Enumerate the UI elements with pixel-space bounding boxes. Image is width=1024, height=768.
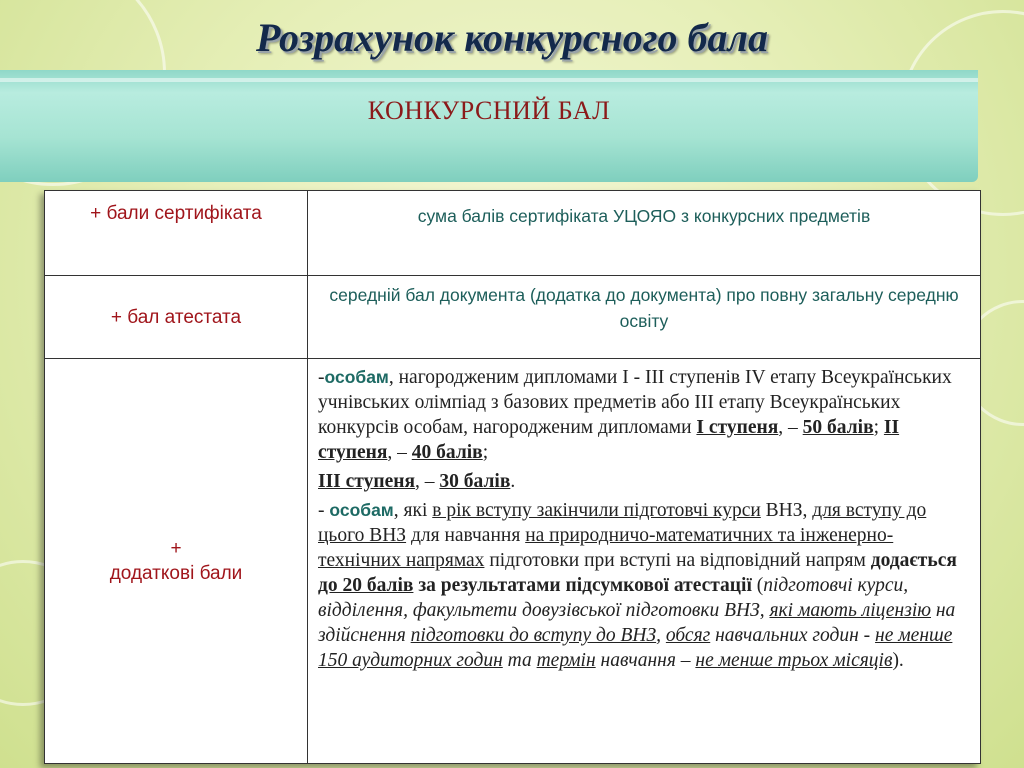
table-row [45,276,981,359]
text: ). [892,650,904,671]
courses-note: підготовчі курси, відділення, факультети довузівської підготовки ВНЗ, [318,575,909,621]
points-20: до 20 балів [318,575,414,596]
licensed: які мають ліцензію [769,600,931,621]
separator: . [510,471,516,492]
text: , які [393,500,433,521]
same-university: для вступу до цього ВНЗ [318,500,927,546]
text: для навчання [406,525,526,546]
separator: ; [482,442,489,463]
olympiad-text: , нагородженим дипломами І - ІІІ ступенів IV етапу Всеукраїнських учнівських олімпіад з базових предметів або ІІІ етапу Всеукраїнських конкурсів особам, нагородженим дипломами [318,367,952,438]
preparation: підготовки до вступу до ВНЗ [410,625,657,646]
min-150-hours: не менше 150 аудиторних годин [318,625,953,671]
row-label-plus: + [170,538,182,559]
text: , [656,625,666,646]
text: ВНЗ, [760,500,813,521]
persons-term: особам [329,500,394,520]
row-desc-additional [308,359,981,764]
courses-paragraph [318,498,972,673]
degree-2: ІІ ступеня [318,417,900,463]
min-3-months: не менше трьох місяців [695,650,893,671]
points-40: 40 балів [411,442,483,463]
text: навчальних годин - [710,625,876,646]
points-30: 30 балів [439,471,511,492]
row-label-attestat: + бал атестата [45,276,308,359]
persons-term: особам [324,367,389,387]
separator: ; [873,417,884,438]
courses-finished: в рік вступу закінчили підготовчі курси [432,500,761,521]
term: термін [536,650,596,671]
separator: , – [415,471,440,492]
slide-subtitle: КОНКУРСНИЙ БАЛ [367,96,611,125]
natural-sciences-directions: на природничо-математичних та інженерно-технічних напрямах [318,525,894,571]
row-desc-attestat: середній бал документа (додатка до документа) про повну загальну середню освіту [308,276,981,359]
text: та [502,650,537,671]
dash: - [318,500,330,521]
olympiad-paragraph [318,365,972,465]
row-label-additional [45,359,308,764]
degree-1: І ступеня [696,417,779,438]
degree-3-paragraph [318,469,972,494]
row-label-certificate: + бали сертифіката [45,191,308,276]
table-row [45,191,981,276]
header-band [0,70,978,182]
text: підготовки при вступі на відповідний напрям [484,550,871,571]
added-term: додається [870,550,957,571]
score-table-container [44,190,981,764]
text: навчання – [595,650,696,671]
header-band-stripe [0,78,978,82]
text: на здійснення [318,600,956,646]
separator: , – [387,442,412,463]
score-table [44,190,981,764]
points-50: 50 балів [802,417,874,438]
dash: - [318,367,325,388]
separator: , – [778,417,803,438]
row-label-additional-text: додаткові бали [109,563,243,584]
table-row [45,359,981,764]
slide-title: Розрахунок конкурсного бала [256,15,768,60]
final-attestation: за результатами підсумкової атестації [413,575,752,596]
volume: обсяг [665,625,711,646]
degree-3: ІІІ ступеня [318,471,416,492]
row-desc-certificate: сума балів сертифіката УЦОЯО з конкурсних предметів [308,191,981,276]
text: ( [751,575,764,596]
